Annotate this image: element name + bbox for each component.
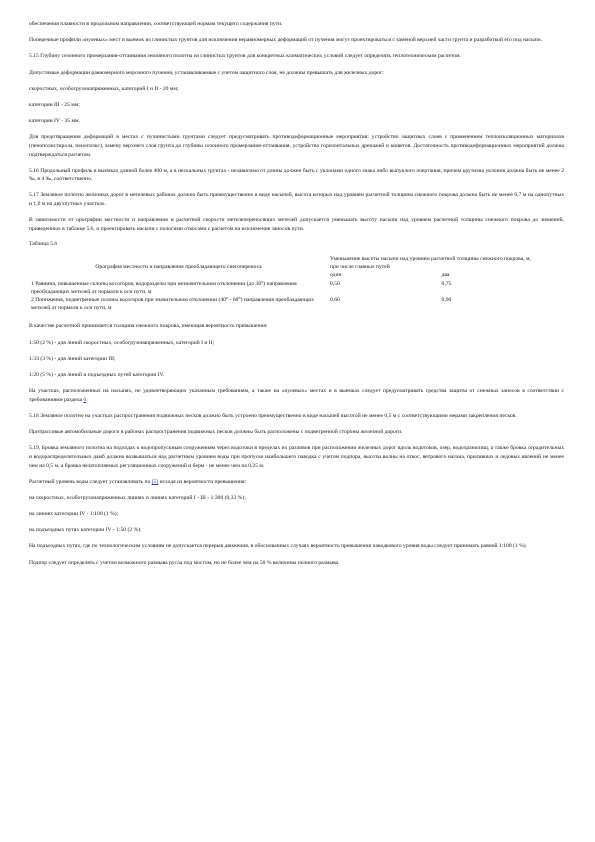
table-subheader-two: два xyxy=(441,272,450,279)
list-item: 1:20 (5 %) - для линий и подъездных путей категории IV. xyxy=(29,372,165,379)
table-row xyxy=(29,280,539,296)
table-cell-label: 1 Равнина, повышенные склоны косогоров, водоразделы при незначительном отклонении (до 30°) направления преобладающих метелей от нормали к оси пути, м xyxy=(31,280,297,295)
document-page xyxy=(29,20,564,575)
paragraph: Для предотвращения деформаций в местах с пучинистыми грунтами следует предусматривать противодеформационные мероприятия: устройство защитных слоев с применением теплоизоляционных материалов (пенополистирола, пеноплэкс), замену верхнего слоя грунта до глубины сезонного промерзания-оттаивания, устройство горизонтальных дренажей и кюветов. Достаточность противодеформационных мероприятий должна подтверждаться расчетом. xyxy=(29,134,564,158)
paragraph: 5.15 Глубину сезонного промерзания-оттаивания земляного полотна из глинистых грунтов для конкретных климатических условий следует определять теплотехническим расчетом. xyxy=(29,53,461,60)
table-caption: Таблица 5.6 xyxy=(29,241,58,248)
data-table xyxy=(29,255,539,312)
paragraph-text: . xyxy=(86,396,88,403)
list-item: скоростных, особогрузонапряженных, категорий I и II - 20 мм; xyxy=(29,85,179,92)
paragraph xyxy=(29,478,564,487)
paragraph: 5.18 Земляное полотно на участках распространения подвижных песков должно быть устроено преимущественно в виде насыпей высотой не менее 0,5 м с соответствующими мерами закрепления песков. xyxy=(29,412,517,419)
table-cell-two: 0,90 xyxy=(441,297,452,304)
paragraph: Допустимые деформации равномерного морозного пучения, устанавливаемые с учетом защитного слоя, не должны превышать для железных дорог: xyxy=(29,69,384,76)
paragraph: В зависимости от орографии местности и направления и расчетной скорости метелепереносящих метелей допускается уменьшать высоту насыпи над уровнем расчетной толщины снежного покрова до значений, приведенных в таблице 5.6, и проектировать насыпи с пологими откосами с расчетом на исключение заносов пути. xyxy=(29,217,564,232)
paragraph: обеспечения плавности в продольном направлении, соответствующей нормам текущего содержания пути. xyxy=(29,21,283,27)
paragraph: На подъездных путях, где по технологическим условиям не допускается перерыв движения, в обоснованных случаях вероятность превышения паводкового уровня воды следует принимать равной 1:100 (1 %). xyxy=(29,543,528,550)
paragraph-text: Расчетный уровень воды следует устанавливать по xyxy=(29,478,152,485)
paragraph: Подпор следует определять с учетом возможного размыва русла под мостом, но не более чем на 50 % величины полного размыва. xyxy=(29,559,340,566)
table-header-right: Уменьшение высоты насыпи над уровнем расчетной толщины снежного покрова, м, при числе главных путей xyxy=(330,256,531,271)
list-item: на линиях категории IV - 1:100 (1 %); xyxy=(29,511,119,518)
list-item: 1:33 (3 %) - для линий категории III; xyxy=(29,355,116,362)
table-cell-two: 0,75 xyxy=(441,280,452,287)
list-item: на подъездных путях категории IV - 1:50 (2 %). xyxy=(29,527,142,534)
paragraph-text: исходя из вероятности превышения: xyxy=(158,478,247,485)
paragraph: Притрассовые автомобильные дороги в районах распространения подвижных песков должны быть расположены с подветренной стороны железной дороги. xyxy=(29,429,403,436)
list-item: категории III - 25 мм; xyxy=(29,101,80,108)
paragraph: 5.16 Продольный профиль в выемках длиной более 400 м, а в нескальных грунтах - независимо от длины должен быть с уклонами одного знака либо выпуклого очертания, причем крутизна уклонов должна быть не менее 2 ‰, в 4 ‰, соответственно. xyxy=(29,167,564,183)
paragraph: В качестве расчетной принимается толщина снежного покрова, имеющая вероятность превышения: xyxy=(29,323,268,330)
table-header-left: Орография местности и направление преобладающего снегопереноса xyxy=(95,264,262,271)
table-cell-one: 0,50 xyxy=(330,280,340,287)
paragraph: 5.17 Земляное полотно железных дорог в метелевых районах должно быть преимущественно в виде насыпей, высота которых над уровнем расчетной толщины снежного покрова должна быть не менее 0,7 м на однопутных и 1,0 м на двухпутных участках. xyxy=(29,192,564,208)
table-row xyxy=(29,296,539,312)
table-cell-label: 2 Понижения, подветренные склоны косогоров при значительном отклонении (40° - 60°) направления преобладающих метелей от нормали к оси пути, м xyxy=(31,297,315,312)
paragraph-text: На участках, расположенных на насыпях, не удовлетворяющих указанным требованиям, а также на «нулевых» местах и в выемках следует предусматривать средства защиты от снежных заносов в соответствии с требованиями раздела xyxy=(29,388,564,403)
table-cell-one: 0,60 xyxy=(330,297,340,304)
reference-link[interactable]: [5] xyxy=(151,478,159,485)
paragraph: Поперечные профили «нулевых» мест и выемок из глинистых грунтов для исключения неравномерных деформаций от пучения могут проектироваться с заменой верхней части грунта и разработкой его под насыпи. xyxy=(29,37,543,44)
list-item: 1:50 (2 %) - для линий скоростных, особогрузонапряженных, категорий I и II; xyxy=(29,339,215,346)
table-subheader-one: один xyxy=(330,272,342,279)
paragraph xyxy=(29,387,564,404)
list-item: на скоростных, особогрузонапряженных линиях и линиях категорий I - III - 1:300 (0,33 %); xyxy=(29,494,246,501)
paragraph: 5.19, Бровка земляного полотна на подходах к водопропускным сооружениям через водотоки в пределах их разливов при расположении железных дорог вдоль водотоков, озер, водохранилищ, а также бровка оградительных и водораспределительных дамб должна возвышаться над расчетным уровнем воды при пропуске наибольшего паводка с учетом подпора, высоты волны на откос, ветрового нагона, приливных и ледовых явлений не менее чем на 0,5 м, а бровка незатопляемых регуляционных сооружений и берм - не менее чем на 0,25 м. xyxy=(29,445,564,469)
list-item: категории IV - 35 мм. xyxy=(29,118,80,125)
section-link[interactable]: 6 xyxy=(83,396,87,403)
